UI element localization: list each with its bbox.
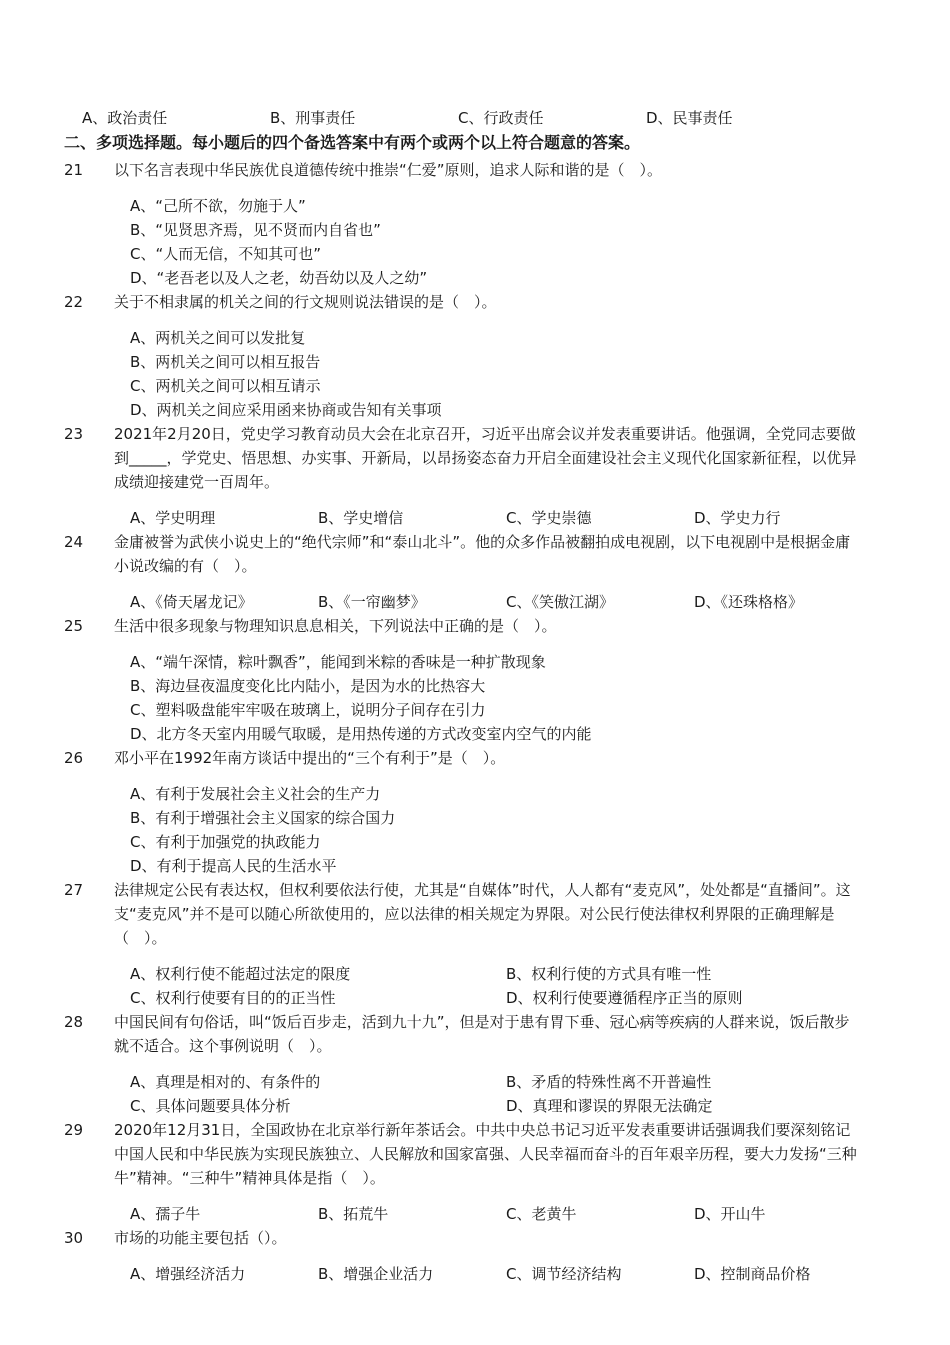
question-text: 法律规定公民有表达权，但权利要依法行使，尤其是“自媒体”时代，人人都有“麦克风”，处处都是“直播间”。这支“麦克风”并不是可以随心所欲使用的，应以法律的相关规定为界限。对公民行使法律权利界限的正确理解是（ ）。 — [114, 881, 851, 947]
option-c: C、学史崇德 — [506, 509, 592, 527]
option-d: D、真理和谬误的界限无法确定 — [506, 1097, 713, 1115]
prev-option-c: C、行政责任 — [458, 109, 544, 127]
option-c: C、有利于加强党的执政能力 — [130, 833, 321, 851]
question-text: 2020年12月31日，全国政协在北京举行新年茶话会。中共中央总书记习近平发表重要讲话强调我们要深刻铭记中国人民和中华民族为实现民族独立、人民解放和国家富强、人民幸福而奋斗的百年艰辛历程，要大力发扬“三种牛”精神。“三种牛”精神具体是指（ ）。 — [114, 1121, 857, 1187]
question-number: 22 — [64, 293, 84, 311]
option-c: C、《笑傲江湖》 — [506, 593, 614, 611]
option-a: A、权利行使不能超过法定的限度 — [130, 965, 351, 983]
option-d: D、开山牛 — [694, 1205, 766, 1223]
option-b: B、有利于增强社会主义国家的综合国力 — [130, 809, 396, 827]
option-b: B、增强企业活力 — [318, 1265, 434, 1283]
question-text: 邓小平在1992年南方谈话中提出的“三个有利于”是（ ）。 — [114, 749, 506, 767]
option-c: C、老黄牛 — [506, 1205, 577, 1223]
option-a: A、有利于发展社会主义社会的生产力 — [130, 785, 381, 803]
option-d: D、有利于提高人民的生活水平 — [130, 857, 337, 875]
question-number: 24 — [64, 533, 84, 551]
option-b: B、《一帘幽梦》 — [318, 593, 426, 611]
question-text: 生活中很多现象与物理知识息息相关，下列说法中正确的是（ ）。 — [114, 617, 557, 635]
option-d: D、控制商品价格 — [694, 1265, 811, 1283]
option-b: B、拓荒牛 — [318, 1205, 389, 1223]
option-a: A、学史明理 — [130, 509, 216, 527]
question-text: 市场的功能主要包括（）。 — [114, 1229, 287, 1247]
option-c: C、两机关之间可以相互请示 — [130, 377, 321, 395]
prev-option-b: B、刑事责任 — [270, 109, 356, 127]
question-text: 关于不相隶属的机关之间的行文规则说法错误的是（ ）。 — [114, 293, 497, 311]
question-number: 25 — [64, 617, 84, 635]
option-c: C、调节经济结构 — [506, 1265, 622, 1283]
question-number: 28 — [64, 1013, 84, 1031]
option-a: A、“己所不欲，勿施于人” — [130, 197, 306, 215]
option-b: B、学史增信 — [318, 509, 404, 527]
option-c: C、塑料吸盘能牢牢吸在玻璃上，说明分子间存在引力 — [130, 701, 486, 719]
option-d: D、两机关之间应采用函来协商或告知有关事项 — [130, 401, 442, 419]
question-number: 30 — [64, 1229, 84, 1247]
option-d: D、北方冬天室内用暖气取暖，是用热传递的方式改变室内空气的内能 — [130, 725, 592, 743]
option-b: B、海边昼夜温度变化比内陆小，是因为水的比热容大 — [130, 677, 486, 695]
option-d: D、学史力行 — [694, 509, 781, 527]
option-a: A、增强经济活力 — [130, 1265, 246, 1283]
option-a: A、两机关之间可以发批复 — [130, 329, 306, 347]
question-number: 27 — [64, 881, 84, 899]
section-title: 二、多项选择题。每小题后的四个备选答案中有两个或两个以上符合题意的答案。 — [64, 133, 641, 152]
question-text: 金庸被誉为武侠小说史上的“绝代宗师”和“泰山北斗”。他的众多作品被翻拍成电视剧，以下电视剧中是根据金庸小说改编的有（ ）。 — [114, 533, 851, 575]
option-a: A、孺子牛 — [130, 1205, 201, 1223]
option-b: B、两机关之间可以相互报告 — [130, 353, 321, 371]
question-number: 21 — [64, 161, 84, 179]
question-number: 23 — [64, 425, 84, 443]
option-c: C、权利行使要有目的的正当性 — [130, 989, 336, 1007]
prev-option-d: D、民事责任 — [646, 109, 733, 127]
question-text: 2021年2月20日，党史学习教育动员大会在北京召开，习近平出席会议并发表重要讲话。他强调，全党同志要做到_____，学党史、悟思想、办实事、开新局，以昂扬姿态奋力开启全面建设社会主义现代化国家新征程，以优异成绩迎接建党一百周年。 — [114, 425, 857, 491]
option-d: D、权利行使要遵循程序正当的原则 — [506, 989, 743, 1007]
option-c: C、“人而无信，不知其可也” — [130, 245, 322, 263]
option-a: A、“端午深情，粽叶飘香”，能闻到米粽的香味是一种扩散现象 — [130, 653, 546, 671]
question-number: 26 — [64, 749, 84, 767]
option-d: D、“老吾老以及人之老，幼吾幼以及人之幼” — [130, 269, 428, 287]
option-a: A、《倚天屠龙记》 — [130, 593, 253, 611]
option-b: B、矛盾的特殊性离不开普遍性 — [506, 1073, 712, 1091]
option-b: B、权利行使的方式具有唯一性 — [506, 965, 712, 983]
option-a: A、真理是相对的、有条件的 — [130, 1073, 321, 1091]
question-text: 以下名言表现中华民族优良道德传统中推崇“仁爱”原则，追求人际和谐的是（ ）。 — [114, 161, 663, 179]
option-c: C、具体问题要具体分析 — [130, 1097, 291, 1115]
prev-option-a: A、政治责任 — [82, 109, 168, 127]
question-text: 中国民间有句俗话，叫“饭后百步走，活到九十九”，但是对于患有胃下垂、冠心病等疾病的人群来说，饭后散步就不适合。这个事例说明（ ）。 — [114, 1013, 850, 1055]
question-number: 29 — [64, 1121, 84, 1139]
option-d: D、《还珠格格》 — [694, 593, 804, 611]
option-b: B、“见贤思齐焉，见不贤而内自省也” — [130, 221, 381, 239]
